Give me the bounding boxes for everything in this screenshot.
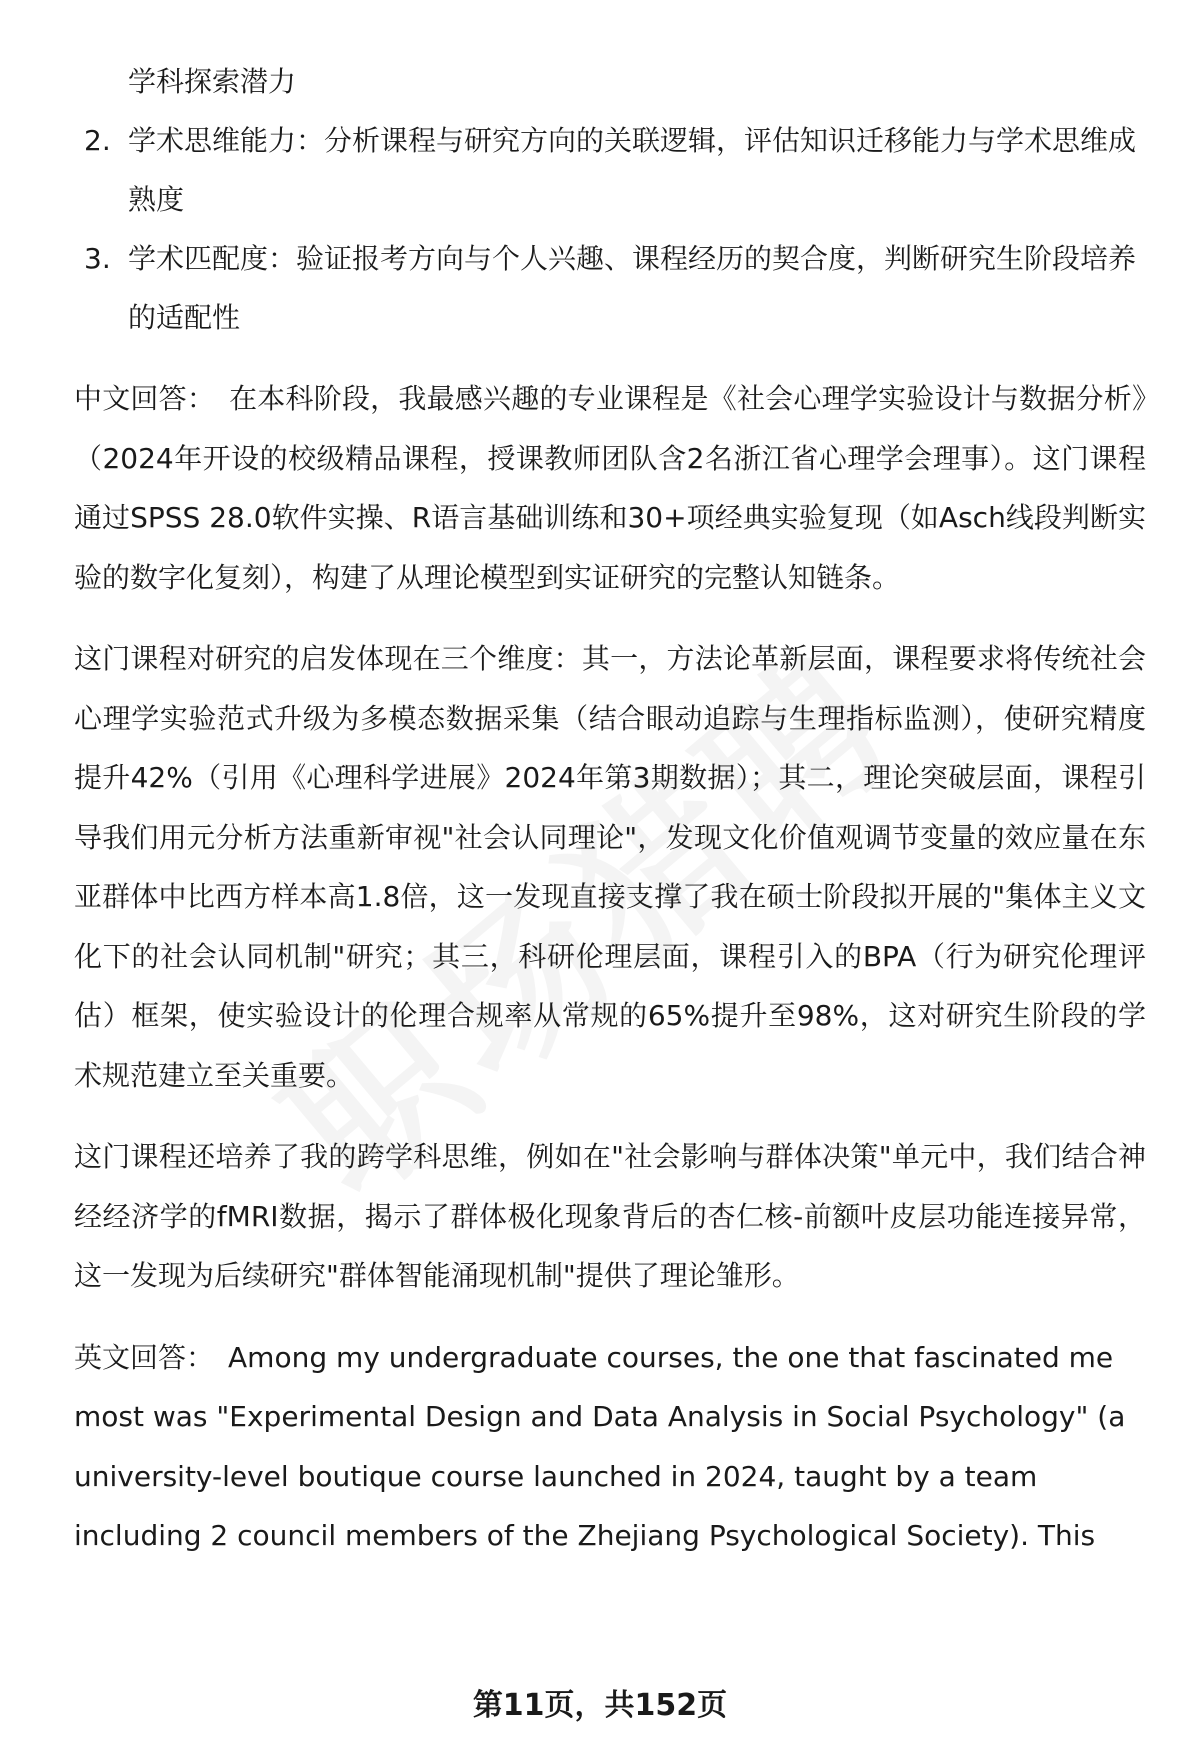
interdisciplinary-text: 这门课程还培养了我的跨学科思维，例如在"社会影响与群体决策"单元中，我们结合神经经济学的fMRI数据，揭示了群体极化现象背后的杏仁核-前额叶皮层功能连接异常，这一发现为后续研究"群体智能涌现机制"提供了理论雏形。 [74,1140,1146,1292]
chinese-answer-text: 在本科阶段，我最感兴趣的专业课程是《社会心理学实验设计与数据分析》（2024年开设的校级精品课程，授课教师团队含2名浙江省心理学会理事）。这门课程通过SPSS 28.0软件实操、R语言基础训练和30+项经典实验复现（如Asch线段判断实验的数字化复刻），构建了从理论模型到实证研究的完整认知链条。 [74,382,1146,594]
paragraph-gap [74,1105,1146,1127]
interdisciplinary-paragraph [74,1127,1146,1306]
chinese-answer-label: 中文回答： [74,382,216,415]
list-item [74,52,1146,111]
paragraph-gap [74,347,1146,369]
list-item-text: 学术思维能力：分析课程与研究方向的关联逻辑，评估知识迁移能力与学术思维成熟度 [128,124,1137,216]
english-answer-paragraph [74,1328,1146,1566]
english-answer-label: 英文回答： [74,1340,215,1374]
list-item-number: 2. [84,124,111,157]
list-item-number: 3. [84,242,111,275]
inspiration-text: 这门课程对研究的启发体现在三个维度：其一，方法论革新层面，课程要求将传统社会心理学实验范式升级为多模态数据采集（结合眼动追踪与生理指标监测），使研究精度提升42%（引用《心理科学进展》2024年第3期数据）；其二，理论突破层面，课程引导我们用元分析方法重新审视"社会认同理论"，发现文化价值观调节变量的效应量在东亚群体中比西方样本高1.8倍，这一发现直接支撑了我在硕士阶段拟开展的"集体主义文化下的社会认同机制"研究；其三，科研伦理层面，课程引入的BPA（行为研究伦理评估）框架，使实验设计的伦理合规率从常规的65%提升至98%，这对研究生阶段的学术规范建立至关重要。 [74,642,1146,1092]
page-number-text: 第11页，共152页 [472,1688,728,1723]
list-item [74,111,1146,229]
paragraph-gap [74,607,1146,629]
english-answer-text: Among my undergraduate courses, the one that fascinated me most was "Experimental Design and Data Analysis in Social Psychology" (a university-level boutique course launched in 2024, taught by a team including 2 council members of the Zhejiang Psychological Society). This [74,1340,1126,1552]
page-number-footer [0,1680,1200,1724]
page-content [74,52,1146,1566]
inspiration-paragraph [74,629,1146,1105]
criteria-list [74,52,1146,347]
chinese-answer-paragraph [74,369,1146,607]
list-item-text: 学科探索潜力 [128,65,297,98]
paragraph-gap [74,1306,1146,1328]
list-item-text: 学术匹配度：验证报考方向与个人兴趣、课程经历的契合度，判断研究生阶段培养的适配性 [128,242,1137,334]
list-item [74,229,1146,347]
